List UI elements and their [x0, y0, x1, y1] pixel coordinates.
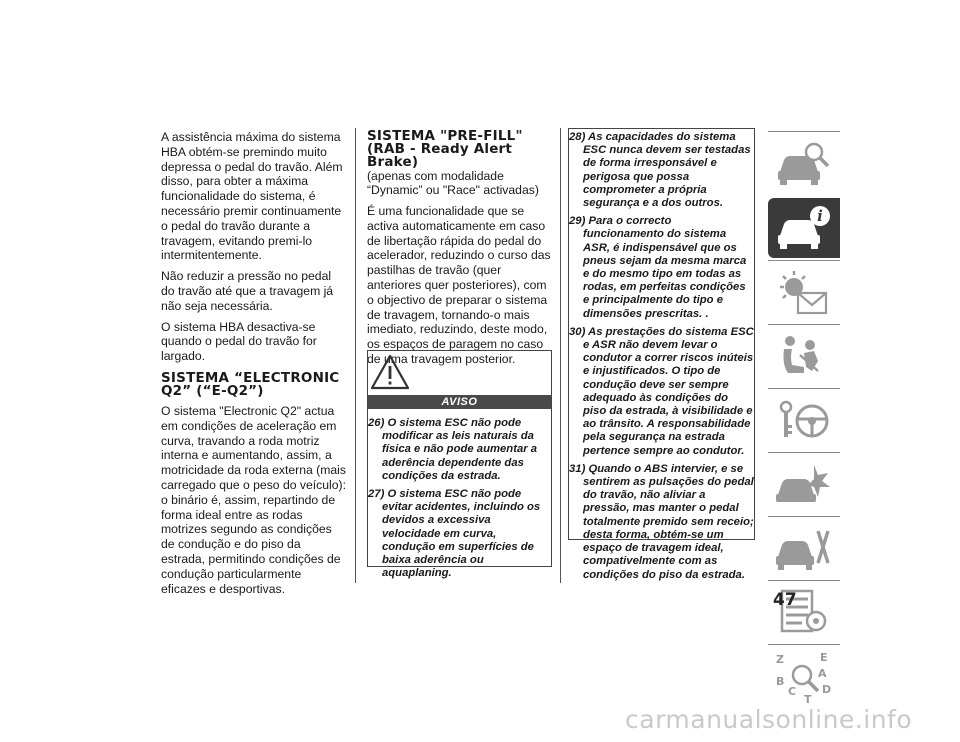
paragraph-pre-fill: É uma funcionalidade que se activa automaticamente em caso de libertação rápida do pedal do acelerador, reduzindo o curso das pastilhas de travão (quer anteriores quer posteriores), com o objectivo de preparar o sistema de travagem, tornando-o mais imediato, reduzindo, deste modo, os espaços de paragem no caso de uma travagem posterior. — [367, 204, 551, 366]
tab-car-search[interactable] — [768, 131, 840, 195]
paragraph-hba-assist: A assistência máxima do sistema HBA obtém-se premindo muito depressa o pedal do travão. Além disso, para obter a máxima funcionalidade do sistema, é necessário premir continuamente o pedal do travão durante a travagem, evitando premi-lo intermitentemente. — [161, 130, 343, 263]
watermark: carmanualsonline.info — [625, 705, 913, 734]
tab-warning-lights[interactable] — [768, 260, 840, 324]
car-search-icon — [774, 138, 834, 190]
key-steering-wheel-icon — [774, 395, 834, 447]
car-tools-icon — [774, 523, 834, 575]
index-letter-c: C — [788, 685, 797, 698]
warning-item-29: 29) Para o correcto funcionamento do sistema ASR, é indispensável que os pneus sejam da mesma marca e do mesmo tipo em todas as rodas, em perfeitas condições e principalmente do tipo e dimensões prescritas. . — [569, 215, 747, 320]
tab-safety[interactable] — [768, 324, 840, 388]
column-2 — [367, 130, 553, 373]
warning-item-28: 28) As capacidades do sistema ESC nunca devem ser testadas de forma irresponsável e perigosa que possa comprometer a própria segurança e a dos outros. — [569, 131, 751, 210]
warning-list — [368, 417, 551, 585]
paragraph-hba-deactivate: O sistema HBA desactiva-se quando o pedal do travão for largado. — [161, 319, 317, 364]
alphabet-index-icon — [774, 651, 834, 707]
svg-text:i: i — [817, 207, 823, 225]
page-number: 47 — [773, 590, 797, 610]
paragraph-hba-pressure: Não reduzir a pressão no pedal do travão até que a travagem já não seja necessária. — [161, 269, 334, 313]
warning-triangle-icon — [370, 353, 410, 391]
warning-item-26: 26) O sistema ESC não pode modificar as leis naturais da física e não pode aumentar a aderência dependente das condições da estrada. — [368, 417, 538, 482]
tab-maintenance[interactable] — [768, 516, 840, 580]
index-letter-a: A — [818, 667, 827, 680]
car-info-icon — [774, 204, 834, 254]
heading-pre-fill: SISTEMA "PRE-FILL" (RAB - Ready Alert Brake) — [367, 128, 523, 170]
index-letter-e: E — [820, 651, 828, 664]
warning-box-continued — [568, 128, 755, 581]
warning-box — [367, 350, 552, 580]
tab-car-info[interactable] — [768, 198, 840, 258]
warning-item-31: 31) Quando o ABS intervier, e se sentirem as pulsações do pedal do travão, não aliviar a pressão, mas manter o pedal totalmente premido sem receio; desta forma, obtém-se um espaço de travagem ideal, compativelmente com as condições do piso da estrada. — [569, 462, 754, 581]
heading-electronic-q2: SISTEMA “ELECTRONIC Q2” (“E-Q2”) — [161, 369, 340, 399]
warning-item-27: 27) O sistema ESC não pode evitar acidentes, incluindo os devidos a excessiva velocidade em curva, condução em superfícies de baixa aderência ou aquaplaning. — [368, 488, 541, 580]
subheading-pre-fill: (apenas com modalidade “Dynamic” ou "Race" activadas) — [367, 169, 539, 197]
tab-index[interactable] — [768, 644, 840, 708]
warning-light-mail-icon — [774, 267, 834, 319]
car-crash-icon — [774, 459, 834, 511]
warning-list-continued — [569, 131, 754, 587]
index-letter-z: Z — [776, 653, 784, 666]
paragraph-electronic-q2: O sistema "Electronic Q2" actua em condições de aceleração em curva, travando a roda motriz interna e aumentando, assim, a motricidade da roda externa (mais carregado que o peso do veículo): o binário é, assim, repartindo de forma ideal entre as rodas motrizes segundo as condições de condução e do piso da estrada, permitindo condições de condução particularmente eficazes e desportivas. — [161, 403, 346, 596]
tab-emergency[interactable] — [768, 452, 840, 516]
seat-airbag-icon — [774, 331, 834, 383]
column-divider-1 — [355, 128, 356, 583]
chapter-tabs — [768, 131, 840, 708]
index-letter-b: B — [776, 675, 785, 688]
index-letter-d: D — [822, 683, 832, 696]
warning-label: AVISO — [368, 395, 551, 409]
column-1 — [161, 130, 347, 602]
tab-starting-driving[interactable] — [768, 388, 840, 452]
column-divider-2 — [560, 128, 561, 583]
index-letter-t: T — [804, 693, 812, 706]
warning-item-30: 30) As prestações do sistema ESC e ASR não devem levar o condutor a correr riscos inúteis e injustificados. O tipo de condução deve ser sempre adequado às condições do piso da estrada, à visibilidade e ao trânsito. A responsabilidade pela segurança na estrada pertence sempre ao condutor. — [569, 325, 754, 457]
